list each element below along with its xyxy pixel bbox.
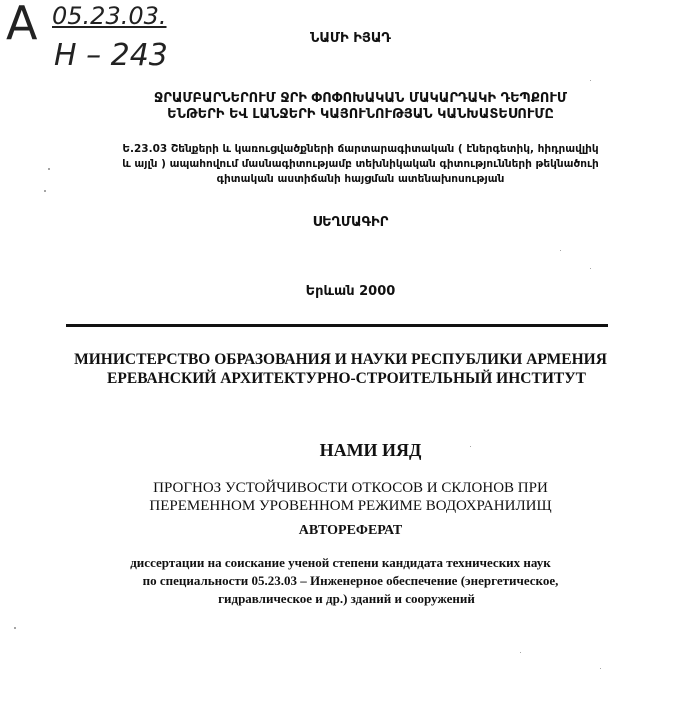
armenian-city-year: Երևան 2000 (305, 284, 396, 299)
scan-speck (520, 652, 521, 653)
scan-speck (44, 190, 46, 192)
handwritten-letter: А (6, 0, 38, 50)
armenian-abstract-heading: ՍԵՂՄԱԳԻՐ (312, 215, 389, 230)
scan-speck (560, 250, 561, 251)
scan-speck (590, 268, 591, 269)
scan-speck (590, 80, 591, 81)
scan-speck (600, 668, 601, 669)
handwritten-number: Н – 243 (54, 38, 168, 73)
armenian-title-line-2: ԵՆԹԵՐԻ ԵՎ ԼԱՆՋԵՐԻ ԿԱՅՈՒՆՈՒԹՅԱՆ ԿԱՆԽԱՏԵՍՈՒՄԸ (167, 107, 554, 122)
russian-abstract-heading: АВТОРЕФЕРАТ (298, 523, 403, 538)
armenian-desc-line-1: Ե.23.03 Շենքերի և կառուցվածքների ճարտարագիտական ( էներգետիկ, հիդրավլիկ (122, 143, 599, 155)
russian-desc-line-3: гидравлическое и др.) зданий и сооружений (218, 591, 475, 606)
armenian-title-line-1: ՋՐԱՄԲԱՐՆԵՐՈՒՄ ՋՐԻ ՓՈՓՈԽԱԿԱՆ ՄԱԿԱՐԴԱԿԻ ԴԵՊՔՈՒՄ (153, 91, 568, 106)
armenian-author: ՆԱՄԻ ԻՅԱԴ (310, 31, 391, 46)
scan-speck (470, 446, 471, 447)
armenian-desc-line-3: գիտական աստիճանի հայցման ատենախոսության (216, 173, 505, 185)
russian-ministry-line-2: ЕРЕВАНСКИЙ АРХИТЕКТУРНО-СТРОИТЕЛЬНЫЙ ИНСТИТУТ (107, 370, 586, 387)
divider-rule (66, 324, 608, 327)
russian-title-line-2: ПЕРЕМЕННОМ УРОВЕННОМ РЕЖИМЕ ВОДОХРАНИЛИЩ (149, 498, 552, 514)
scan-speck (48, 168, 50, 170)
russian-desc-line-1: диссертации на соискание ученой степени кандидата технических наук (130, 555, 551, 570)
armenian-desc-line-2: և այլն ) ապահովում մասնագիտությամբ տեխնիկական գիտությունների թեկնածուի (122, 158, 599, 170)
russian-ministry-line-1: МИНИСТЕРСТВО ОБРАЗОВАНИЯ И НАУКИ РЕСПУБЛИКИ АРМЕНИЯ (74, 351, 607, 368)
scan-speck (14, 627, 16, 629)
russian-title-line-1: ПРОГНОЗ УСТОЙЧИВОСТИ ОТКОСОВ И СКЛОНОВ ПРИ (153, 480, 548, 496)
handwritten-code: 05.23.03. (52, 2, 167, 30)
russian-author: НАМИ ИЯД (319, 440, 422, 460)
russian-desc-line-2: по специальности 05.23.03 – Инженерное обеспечение (энергетическое, (142, 573, 559, 588)
